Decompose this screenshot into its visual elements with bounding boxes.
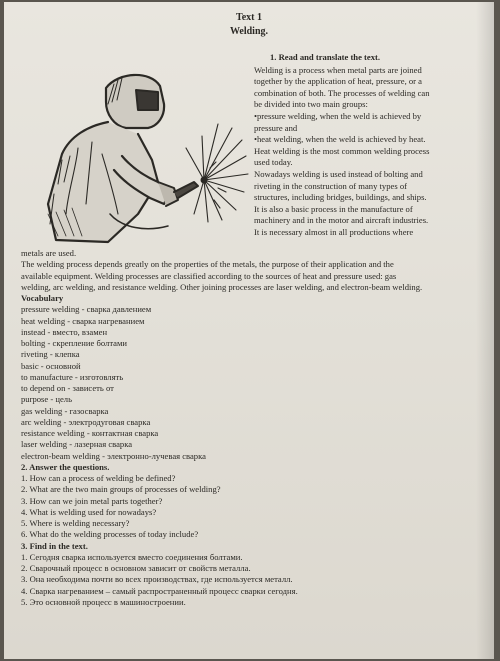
- text-line: Nowadays welding is used instead of bolting and: [254, 168, 423, 179]
- text-line: •pressure welding, when the weld is achieved by: [254, 110, 422, 121]
- question-item: 1. How can a process of welding be defined?: [21, 473, 176, 483]
- text-line: Heat welding is the most common welding process: [254, 145, 430, 156]
- question-item: 2. What are the two main groups of processes of welding?: [21, 484, 221, 495]
- text-line: structures, including bridges, buildings, and ships.: [254, 192, 427, 203]
- find-item: 5. Это основной процесс в машиностроении.: [21, 596, 186, 607]
- text-line: combination of both. The processes of welding can: [254, 87, 430, 98]
- vocabulary-item: to manufacture - изготовлять: [21, 371, 124, 382]
- vocabulary-item: pressure welding - сварка давлением: [21, 304, 152, 315]
- question-item: 3. How can we join metal parts together?: [21, 495, 163, 506]
- text-line: pressure and: [254, 122, 298, 133]
- text-line: together by the application of heat, pressure, or a: [254, 76, 422, 87]
- section3-heading: 3. Find in the text.: [21, 540, 88, 551]
- document-page: [4, 2, 494, 659]
- text-line: metals are used.: [21, 248, 77, 258]
- vocabulary-item: arc welding - электродуговая сварка: [21, 416, 151, 427]
- vocabulary-item: riveting - клепка: [21, 349, 80, 360]
- vocabulary-item: instead - вместо, взамен: [21, 326, 108, 337]
- question-item: 6. What do the welding processes of today include?: [21, 529, 199, 540]
- find-item: 1. Сегодня сварка используется вместо соединения болтами.: [21, 551, 243, 562]
- vocabulary-item: laser welding - лазерная сварка: [21, 439, 133, 450]
- find-item: 4. Сварка нагреванием – самый распространенный процесс сварки сегодня.: [21, 585, 298, 596]
- intro-column: [254, 52, 486, 239]
- main-text: [21, 248, 486, 608]
- vocabulary-item: resistance welding - контактная сварка: [21, 428, 159, 438]
- vocabulary-item: purpose - цель: [21, 394, 72, 405]
- text-line: welding, arc welding, and resistance welding. Other joining processes are laser welding, and electron-beam welding.: [21, 281, 423, 292]
- text-line: It is necessary almost in all productions where: [254, 226, 414, 237]
- vocabulary-item: gas welding - газосварка: [21, 405, 109, 416]
- question-item: 5. Where is welding necessary?: [21, 518, 130, 528]
- text-line: be divided into two main groups:: [254, 99, 368, 110]
- vocabulary-item: bolting - скрепление болтами: [21, 338, 128, 348]
- vocabulary-heading: Vocabulary: [21, 293, 64, 303]
- find-item: 2. Сварочный процесс в основном зависит от свойств металла.: [21, 563, 251, 573]
- text-line: riveting in the construction of many types of: [254, 180, 407, 191]
- vocabulary-item: to depend on - зависеть от: [21, 383, 114, 393]
- vocabulary-item: basic - основной: [21, 360, 81, 371]
- vocabulary-item: heat welding - сварка нагреванием: [21, 315, 145, 326]
- question-item: 4. What is welding used for nowadays?: [21, 506, 157, 517]
- text-number: Text 1: [235, 12, 263, 23]
- document-title: Welding.: [229, 26, 269, 37]
- text-line: The welding process depends greatly on the properties of the metals, the purpose of their application and the: [21, 259, 394, 270]
- find-item: 3. Она необходима почти во всех производствах, где используется металл.: [21, 574, 293, 585]
- text-line: •heat welding, when the weld is achieved by heat.: [254, 134, 426, 145]
- section1-heading: 1. Read and translate the text.: [270, 52, 381, 62]
- section2-heading: 2. Answer the questions.: [21, 461, 110, 472]
- welder-illustration: [18, 64, 250, 246]
- text-line: machinery and in the motor and aircraft industries.: [254, 215, 429, 226]
- text-line: used today.: [254, 157, 293, 168]
- text-line: It is also a basic process in the manufacture of: [254, 203, 413, 214]
- text-line: available equipment. Welding processes are classified according to the sources of heat and pressure used: gas: [21, 270, 397, 281]
- vocabulary-item: electron-beam welding - электронно-лучевая сварка: [21, 450, 206, 461]
- text-line: Welding is a process when metal parts are joined: [254, 64, 422, 75]
